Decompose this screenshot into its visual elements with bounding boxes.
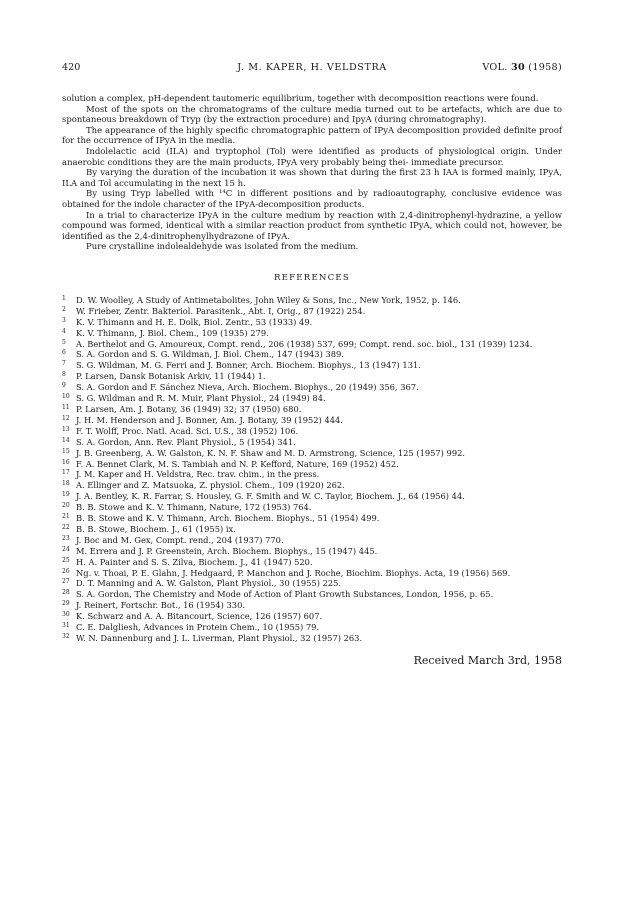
reference-number: 20	[62, 502, 70, 510]
paper-page	[62, 62, 562, 667]
reference-number: 12	[62, 414, 70, 422]
reference-item	[62, 415, 562, 426]
reference-item	[62, 349, 562, 360]
body-paragraph: Pure crystalline indolealdehyde was isolated from the medium.	[86, 242, 359, 253]
reference-number: 10	[62, 393, 70, 401]
reference-item	[62, 404, 562, 415]
reference-text: D. W. Woolley, A Study of Antimetabolites, John Wiley & Sons, Inc., New York, 1952, p. 146.	[76, 294, 461, 305]
reference-number: 28	[62, 589, 70, 597]
reference-text: J. M. Kaper and H. Veldstra, Rec. trav. chim., in the press.	[76, 469, 320, 480]
reference-number: 22	[62, 523, 70, 531]
page-number: 420	[62, 62, 81, 73]
reference-item	[62, 426, 562, 437]
reference-text: F. A. Bennet Clark, M. S. Tambiah and N. P. Kefford, Nature, 169 (1952) 452.	[76, 458, 399, 469]
reference-item	[62, 622, 562, 633]
reference-number: 3	[62, 316, 66, 324]
body-paragraph: Indolelactic acid (ILA) and tryptophol (Tol) were identified as products of physiological origin. Under anaerobic conditions they are the main products, IPyA very probably being thei- immediate precursor.	[62, 146, 562, 168]
reference-number: 2	[62, 305, 66, 313]
reference-text: S. G. Wildman and R. M. Muir, Plant Physiol., 24 (1949) 84.	[76, 393, 326, 404]
reference-text: K. V. Thimann and H. E. Dolk, Biol. Zentr., 53 (1933) 49.	[76, 316, 313, 327]
reference-text: J. B. Greenberg, A. W. Galston, K. N. F. Shaw and M. D. Armstrong, Science, 125 (1957) 992.	[76, 447, 466, 458]
reference-item	[62, 513, 562, 524]
received-date: Received March 3rd, 1958	[413, 653, 562, 667]
reference-text: A. Ellinger and Z. Matsuoka, Z. physiol. Chem., 109 (1920) 262.	[76, 480, 345, 491]
reference-item	[62, 317, 562, 328]
reference-number: 9	[62, 382, 66, 390]
reference-number: 21	[62, 513, 70, 521]
reference-item	[62, 382, 562, 393]
reference-number: 13	[62, 425, 70, 433]
reference-text: S. A. Gordon, Ann. Rev. Plant Physiol., 5 (1954) 341.	[76, 436, 296, 447]
reference-text: J. H. M. Henderson and J. Bonner, Am. J. Botany, 39 (1952) 444.	[76, 414, 343, 425]
reference-number: 7	[62, 360, 66, 368]
reference-text: B. B. Stowe and K. V. Thimann, Arch. Biochem. Biophys., 51 (1954) 499.	[76, 513, 380, 524]
reference-text: M. Errera and J. P. Greenstein, Arch. Biochem. Biophys., 15 (1947) 445.	[76, 545, 378, 556]
reference-text: K. Schwarz and A. A. Bitancourt, Science, 126 (1957) 607.	[76, 611, 323, 622]
reference-text: B. B. Stowe, Biochem. J., 61 (1955) ix.	[76, 523, 236, 534]
body-paragraph: In a trial to characterize IPyA in the culture medium by reaction with 2,4-dinitrophenyl-hydrazine, a yellow compound was formed, identical with a similar reaction product from synthetic IPyA, which could not, however, be identified as the 2,4-dinitrophenylhydrazone of IPyA.	[62, 210, 562, 242]
volume-info	[482, 62, 562, 73]
reference-text: W. Frieber, Zentr. Bakteriol. Parasitenk., Abt. I, Orig., 87 (1922) 254.	[76, 305, 366, 316]
reference-item	[62, 306, 562, 317]
body-paragraph: By varying the duration of the incubation it was shown that during the first 23 h IAA is formed mainly, IPyA, ILA and Tol accumulating in the next 15 h.	[62, 168, 562, 189]
reference-text: S. A. Gordon and F. Sánchez Nieva, Arch. Biochem. Biophys., 20 (1949) 356, 367.	[76, 382, 419, 393]
reference-number: 31	[62, 622, 70, 630]
reference-item	[62, 437, 562, 448]
reference-item	[62, 546, 562, 557]
reference-text: W. N. Dannenburg and J. L. Liverman, Plant Physiol., 32 (1957) 263.	[76, 633, 363, 643]
reference-item	[62, 535, 562, 546]
reference-text: D. T. Manning and A. W. Galston, Plant Physiol., 30 (1955) 225.	[76, 578, 342, 589]
references-heading: REFERENCES	[274, 272, 350, 283]
reference-number: 23	[62, 534, 70, 542]
reference-item	[62, 469, 562, 480]
reference-number: 24	[62, 545, 70, 553]
reference-item	[62, 633, 562, 644]
reference-number: 17	[62, 469, 70, 477]
reference-number: 19	[62, 491, 70, 499]
reference-number: 15	[62, 447, 70, 455]
reference-text: K. V. Thimann, J. Biol. Chem., 109 (1935) 279.	[76, 327, 269, 338]
reference-text: Ng. v. Thoai, P. E. Glahn, J. Hedgaard, P. Manchon and J. Roche, Biochim. Biophys. Acta, 19 (1956) 569.	[76, 567, 511, 578]
reference-item	[62, 393, 562, 404]
reference-text: S. A. Gordon and S. G. Wildman, J. Biol. Chem., 147 (1943) 389.	[76, 349, 344, 360]
reference-text: H. A. Painter and S. S. Zilva, Biochem. J., 41 (1947) 520.	[76, 556, 313, 567]
reference-item	[62, 360, 562, 371]
reference-text: F. T. Wolff, Proc. Natl. Acad. Sci. U.S., 38 (1952) 106.	[76, 425, 299, 436]
reference-item	[62, 524, 562, 535]
reference-item	[62, 589, 562, 600]
reference-item	[62, 600, 562, 611]
reference-number: 32	[62, 633, 70, 640]
reference-item	[62, 568, 562, 579]
reference-number: 18	[62, 480, 70, 488]
body-paragraph: By using Tryp labelled with ¹⁴C in different positions and by radioautography, conclusive evidence was obtained for the indole character of the IPyA-decomposition products.	[62, 189, 562, 210]
reference-item	[62, 480, 562, 491]
reference-item	[62, 611, 562, 622]
reference-item	[62, 339, 562, 350]
summary-text	[62, 94, 562, 253]
reference-number: 16	[62, 458, 70, 466]
reference-item	[62, 371, 562, 382]
reference-item	[62, 295, 562, 306]
reference-text: S. G. Wildman, M. G. Ferri and J. Bonner, Arch. Biochem. Biophys., 13 (1947) 131.	[76, 360, 421, 371]
reference-number: 11	[62, 403, 70, 411]
running-header	[62, 62, 562, 76]
reference-item	[62, 557, 562, 568]
reference-number: 4	[62, 327, 66, 335]
running-authors: J. M. KAPER, H. VELDSTRA	[237, 62, 387, 73]
reference-text: J. Reinert, Fortschr. Bot., 16 (1954) 330.	[76, 600, 246, 611]
body-paragraph: Most of the spots on the chromatograms of the culture media turned out to be artefacts, which are due to spontaneous breakdown of Tryp (by the extraction procedure) and IpyA (during chromatography).	[62, 104, 562, 126]
reference-text: S. A. Gordon, The Chemistry and Mode of Action of Plant Growth Substances, London, 1956, p. 65.	[76, 589, 494, 600]
reference-number: 8	[62, 371, 66, 379]
reference-text: J. Boc and M. Gex, Compt. rend., 204 (1937) 770.	[76, 534, 284, 545]
reference-item	[62, 502, 562, 513]
body-paragraph: solution a complex, pH-dependent tautomeric equilibrium, together with decomposition reactions were found.	[62, 94, 539, 104]
volume-year: (1958)	[528, 62, 562, 73]
volume-number: 30	[510, 62, 525, 73]
reference-number: 25	[62, 556, 70, 564]
reference-number: 30	[62, 611, 70, 619]
reference-number: 14	[62, 436, 70, 444]
body-paragraph: The appearance of the highly specific chromatographic pattern of IPyA decomposition provided definite proof for the occurrence of IPyA in the media.	[62, 125, 562, 147]
reference-text: P. Larsen, Am. J. Botany, 36 (1949) 32; 37 (1950) 680.	[76, 403, 302, 414]
reference-item	[62, 491, 562, 502]
reference-text: P. Larsen, Dansk Botanisk Arkiv, 11 (1944) 1.	[76, 371, 266, 382]
reference-text: J. A. Bentley, K. R. Farrar, S. Housley, G. F. Smith and W. C. Taylor, Biochem. J., 64 (1956) 44.	[76, 491, 465, 502]
volume-label: VOL.	[482, 62, 508, 73]
reference-item	[62, 578, 562, 589]
reference-number: 27	[62, 578, 70, 586]
reference-list	[62, 295, 562, 644]
reference-text: B. B. Stowe and K. V. Thimann, Nature, 172 (1953) 764.	[76, 502, 312, 513]
reference-number: 5	[62, 338, 66, 346]
reference-number: 29	[62, 600, 70, 608]
reference-item	[62, 448, 562, 459]
reference-item	[62, 328, 562, 339]
reference-item	[62, 459, 562, 470]
reference-text: C. E. Dalgliesh, Advances in Protein Chem., 10 (1955) 79.	[76, 622, 320, 633]
reference-text: A. Berthelot and G. Amoureux, Compt. rend., 206 (1938) 537, 699; Compt. rend. soc. biol., 131 (1939) 1234.	[76, 338, 533, 349]
reference-number: 26	[62, 567, 70, 575]
reference-number: 1	[62, 294, 66, 302]
reference-number: 6	[62, 349, 66, 357]
